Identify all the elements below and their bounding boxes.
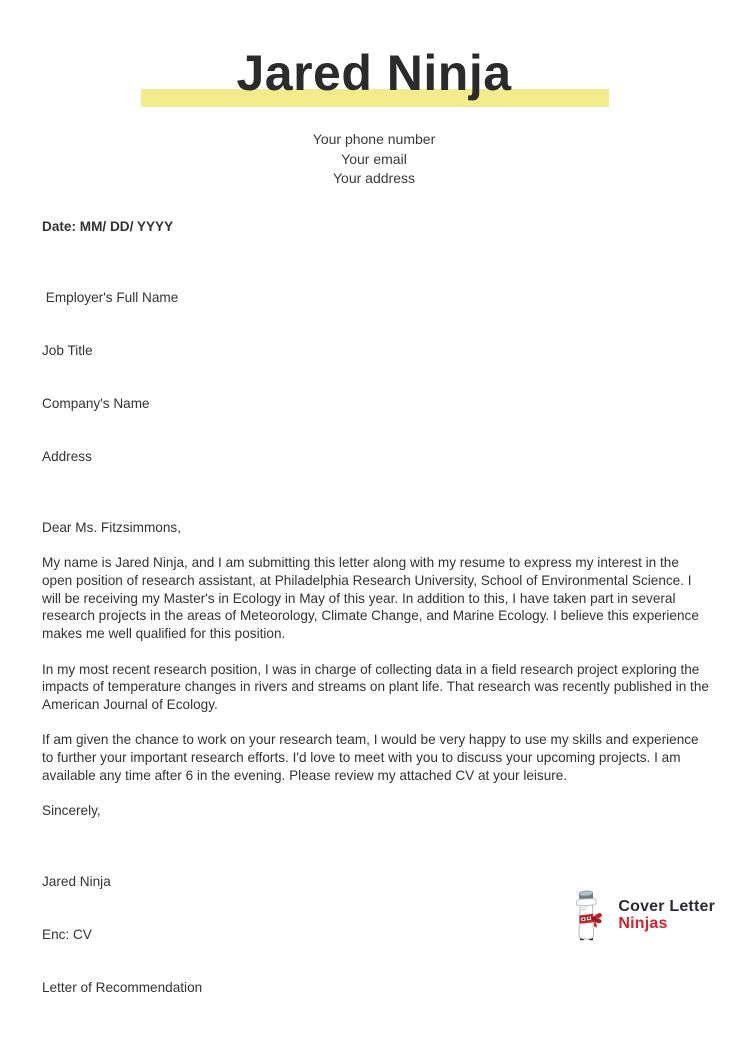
closing: Sincerely, xyxy=(42,802,710,820)
recipient-block xyxy=(42,253,710,501)
cover-letter-ninjas-logo xyxy=(568,888,715,941)
page-title: Jared Ninja xyxy=(0,45,748,101)
logo-text-bottom: Ninjas xyxy=(618,915,715,932)
paragraph-call-to-action: If am given the chance to work on your research team, I would be very happy to use my skills and experience to further your important research efforts. I'd love to meet with you to discuss your upcoming projects. I am available any time after 6 in the evening. Please review my attached CV at your leisure. xyxy=(42,731,710,784)
signature-name: Jared Ninja xyxy=(42,873,710,891)
enclosure-cv: Enc: CV xyxy=(42,926,710,944)
contact-phone: Your phone number xyxy=(0,130,748,150)
paragraph-introduction: My name is Jared Ninja, and I am submitting this letter along with my resume to express my interest in the open position of research assistant, at Philadelphia Research University, School of Environmental Science. I will be receiving my Master's in Ecology in May of this year. In addition to this, I have taken part in several research projects in the areas of Meteorology, Climate Change, and Marine Ecology. I believe this experience makes me well qualified for this position. xyxy=(42,554,710,643)
recipient-company: Company's Name xyxy=(42,395,710,413)
enclosure-recommendation: Letter of Recommendation xyxy=(42,979,710,997)
ninja-scroll-mascot-icon xyxy=(568,888,605,941)
date-line: Date: MM/ DD/ YYYY xyxy=(42,218,710,236)
paragraph-experience: In my most recent research position, I was in charge of collecting data in a field research project exploring the impacts of temperature changes in rivers and streams on plant life. That research was recently published in the American Journal of Ecology. xyxy=(42,661,710,714)
salutation: Dear Ms. Fitzsimmons, xyxy=(42,519,710,537)
contact-address: Your address xyxy=(0,169,748,189)
recipient-job-title: Job Title xyxy=(42,342,710,360)
contact-email: Your email xyxy=(0,150,748,170)
logo-text xyxy=(618,898,715,932)
recipient-address: Address xyxy=(42,448,710,466)
logo-text-top: Cover Letter xyxy=(618,898,715,915)
contact-block xyxy=(0,130,748,189)
recipient-name: Employer's Full Name xyxy=(42,289,710,307)
